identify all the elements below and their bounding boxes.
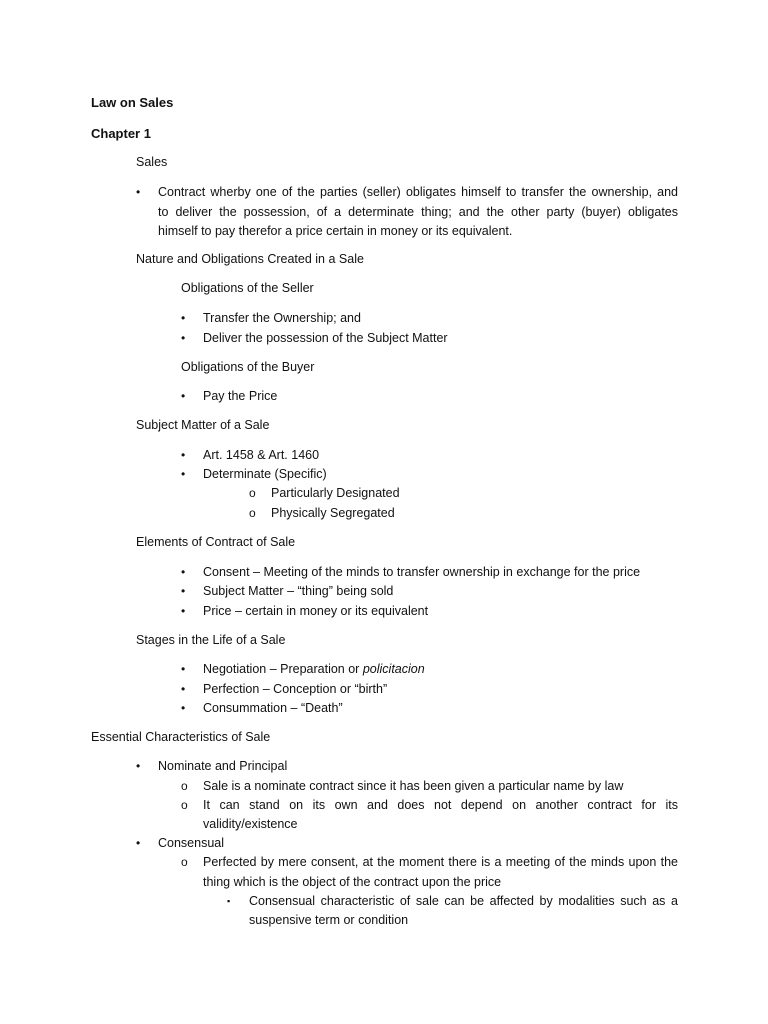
nominate-sub-2-line-2: validity/existence — [203, 817, 298, 831]
subject-matter-sub-item: Physically Segregated — [271, 506, 395, 520]
chapter-heading: Chapter 1 — [91, 126, 151, 141]
characteristics-heading: Essential Characteristics of Sale — [91, 730, 271, 744]
bullet-marker: • — [181, 467, 186, 481]
square-marker: ▪ — [227, 896, 231, 906]
sales-definition-line-3: himself to pay therefor a price certain in money or its equivalent. — [158, 224, 513, 238]
subject-matter-sub-item: Particularly Designated — [271, 486, 400, 500]
bullet-marker: • — [181, 584, 186, 598]
element-item: Consent – Meeting of the minds to transfer ownership in exchange for the price — [203, 565, 641, 579]
sales-definition-line-1: Contract wherby one of the parties (seller) obligates himself to transfer the ownership, and — [158, 185, 678, 199]
stage-negotiation — [203, 659, 425, 679]
elements-heading: Elements of Contract of Sale — [136, 535, 296, 549]
bullet-marker: • — [136, 185, 141, 199]
consensual-label: Consensual — [158, 836, 225, 850]
circle-marker: o — [249, 486, 256, 500]
bullet-marker: • — [181, 311, 186, 325]
element-item: Price – certain in money or its equivalent — [203, 604, 429, 618]
nature-heading: Nature and Obligations Created in a Sale — [136, 252, 364, 266]
stage-negotiation-text: Negotiation – Preparation or — [203, 662, 363, 676]
bullet-marker: • — [136, 759, 141, 773]
circle-marker: o — [181, 798, 188, 812]
sales-definition-line-2: to deliver the possession, of a determinate thing; and the other party (buyer) obligates — [158, 205, 678, 219]
stage-negotiation-term: policitacion — [362, 662, 425, 676]
seller-item: Deliver the possession of the Subject Matter — [203, 331, 448, 345]
stage-consummation: Consummation – “Death” — [203, 701, 343, 715]
nominate-label: Nominate and Principal — [158, 759, 288, 773]
nominate-sub-2-line-1: It can stand on its own and does not depend on another contract for its — [203, 798, 678, 812]
circle-marker: o — [181, 855, 188, 869]
buyer-item: Pay the Price — [203, 389, 278, 403]
bullet-marker: • — [181, 331, 186, 345]
bullet-marker: • — [181, 662, 186, 676]
consensual-sub-1-line-1: Perfected by mere consent, at the moment there is a meeting of the minds upon the — [203, 855, 678, 869]
subject-matter-item: Determinate (Specific) — [203, 467, 327, 481]
circle-marker: o — [181, 779, 188, 793]
stages-heading: Stages in the Life of a Sale — [136, 633, 286, 647]
seller-obligations-heading: Obligations of the Seller — [181, 281, 314, 295]
stage-perfection: Perfection – Conception or “birth” — [203, 682, 388, 696]
subject-matter-item: Art. 1458 & Art. 1460 — [203, 448, 320, 462]
consensual-sub-1-line-2: thing which is the object of the contract upon the price — [203, 875, 502, 889]
seller-item: Transfer the Ownership; and — [203, 311, 361, 325]
consensual-subsub-line-2: suspensive term or condition — [249, 913, 409, 927]
subject-matter-heading: Subject Matter of a Sale — [136, 418, 270, 432]
buyer-obligations-heading: Obligations of the Buyer — [181, 360, 315, 374]
circle-marker: o — [249, 506, 256, 520]
bullet-marker: • — [181, 448, 186, 462]
bullet-marker: • — [181, 682, 186, 696]
element-item: Subject Matter – “thing” being sold — [203, 584, 394, 598]
bullet-marker: • — [181, 604, 186, 618]
nominate-sub-1: Sale is a nominate contract since it has been given a particular name by law — [203, 779, 624, 793]
sales-heading: Sales — [136, 155, 168, 169]
bullet-marker: • — [136, 836, 141, 850]
document-title: Law on Sales — [91, 95, 174, 110]
bullet-marker: • — [181, 701, 186, 715]
consensual-subsub-line-1: Consensual characteristic of sale can be affected by modalities such as a — [249, 894, 678, 908]
bullet-marker: • — [181, 389, 186, 403]
bullet-marker: • — [181, 565, 186, 579]
